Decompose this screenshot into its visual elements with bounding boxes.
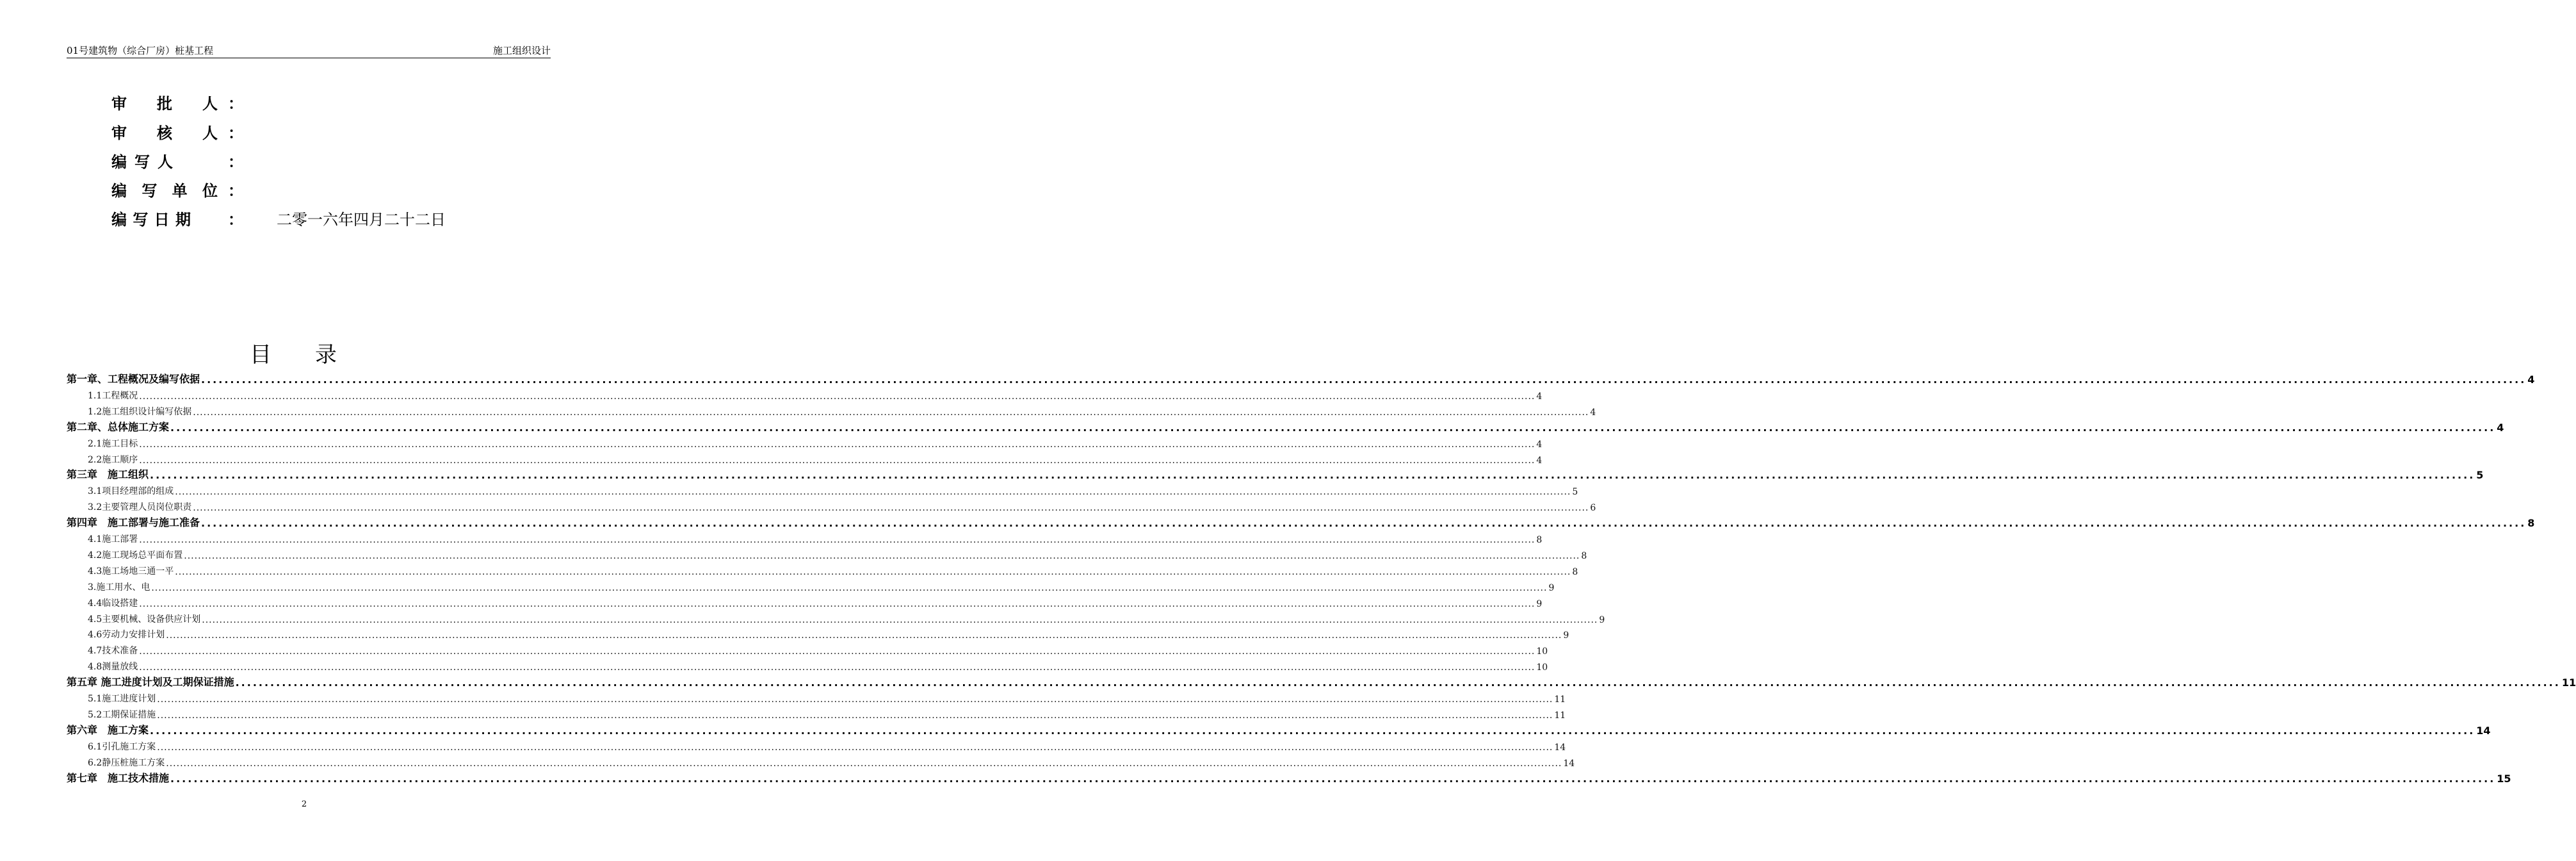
sign-field-label (111, 91, 218, 117)
sign-field-colon: ： (228, 153, 243, 171)
sign-field-label-char: 核 (157, 124, 172, 142)
toc-entry-title: 4.7技术准备 (88, 646, 138, 657)
toc-dot-leader: ................................................................................................................................................................................................................................................................................................................................................................................................................ (157, 742, 1553, 753)
sign-field-label-char: 位 (202, 182, 218, 200)
toc-entry-page: 4 (2527, 373, 2535, 386)
toc-section-entry[interactable] (67, 641, 1548, 657)
sign-field-label-char: 审 (111, 124, 127, 142)
sign-field-label (111, 207, 191, 233)
toc-entry-title: 3.施工用水、电 (88, 582, 150, 593)
sign-field-label (111, 178, 218, 204)
toc-section-entry[interactable] (67, 610, 1605, 625)
sign-field (111, 178, 521, 204)
toc-dot-leader: ................................................................................................................................................................................................................................................................................................................................................................................................................ (139, 646, 1535, 657)
sign-field-label-char: 期 (175, 211, 191, 229)
toc-entry-page: 14 (1563, 758, 1575, 769)
header-project-title: 01号建筑物（综合厂房）桩基工程 (67, 45, 214, 56)
toc-entry-title: 6.2静压桩施工方案 (88, 757, 165, 768)
toc-dot-leader: ................................................................................................................................................................................................................................................................................................................................................................................................................ (139, 439, 1535, 450)
toc-entry-page: 8 (1581, 550, 1587, 561)
toc-entry-page: 9 (1599, 614, 1605, 625)
toc-dot-leader: ................................................................................................................................................................................................................................................................................................................................................................................................................ (139, 455, 1535, 466)
sign-field-label-char: 日 (154, 211, 170, 229)
toc-dot-leader: ................................................................................................................................................................................................................................................................................................................................................................................................................ (150, 724, 2475, 737)
toc-entry-title: 4.3施工场地三通一平 (88, 566, 174, 577)
toc-section-entry[interactable] (67, 562, 1578, 577)
sign-field-label-char: 编 (111, 211, 127, 229)
toc-entry-page: 4 (1536, 455, 1543, 466)
toc-entry-title: 4.8测量放线 (88, 662, 138, 673)
toc-dot-leader: ................................................................................................................................................................................................................................................................................................................................................................................................................ (166, 758, 1562, 769)
toc-dot-leader: ................................................................................................................................................................................................................................................................................................................................................................................................................ (184, 550, 1580, 561)
sign-field-label-char: 审 (111, 95, 127, 113)
toc-entry-title: 第四章 施工部署与施工准备 (67, 516, 200, 529)
toc-entry-title: 4.1施工部署 (88, 534, 138, 545)
sign-field-label-char: 写 (142, 182, 158, 200)
toc-chapter-entry[interactable] (67, 466, 2484, 482)
sign-field-label-char: 写 (134, 153, 150, 171)
toc-entry-page: 9 (1548, 582, 1555, 593)
toc-entry-page: 11 (1554, 694, 1566, 705)
toc-entry-title: 5.1施工进度计划 (88, 694, 156, 704)
sign-field-colon: ： (228, 95, 243, 113)
toc-entry-title: 2.2施工顺序 (88, 454, 138, 465)
toc-dot-leader: ................................................................................................................................................................................................................................................................................................................................................................................................................ (139, 662, 1535, 673)
toc-entry-title: 3.2主要管理人员岗位职责 (88, 502, 192, 513)
toc-dot-leader: ................................................................................................................................................................................................................................................................................................................................................................................................................ (139, 535, 1535, 545)
toc-dot-leader: ................................................................................................................................................................................................................................................................................................................................................................................................................ (201, 373, 2527, 386)
toc-dot-leader: ................................................................................................................................................................................................................................................................................................................................................................................................................ (202, 614, 1598, 625)
toc-entry-title: 2.1施工目标 (88, 438, 138, 449)
toc-entry-title: 3.1项目经理部的组成 (88, 486, 174, 497)
toc-entry-page: 8 (2527, 517, 2535, 530)
toc-entry-title: 5.2工期保证措施 (88, 709, 156, 720)
toc-entry-title: 4.4临设搭建 (88, 598, 138, 609)
sign-field-label-char: 单 (172, 182, 188, 200)
toc-section-entry[interactable] (67, 434, 1543, 450)
toc-entry-title: 4.5主要机械、设备供应计划 (88, 614, 201, 625)
toc-dot-leader: ................................................................................................................................................................................................................................................................................................................................................................................................................ (175, 487, 1571, 498)
toc-entry-page: 10 (1536, 662, 1548, 673)
toc-entry-title: 第七章 施工技术措施 (67, 771, 170, 784)
toc-entry-title: 6.1引孔施工方案 (88, 741, 156, 752)
sign-field-value: 二零一六年四月二十二日 (277, 211, 446, 229)
sign-field-label-char: 编 (111, 153, 127, 171)
toc-section-entry[interactable] (67, 450, 1543, 466)
sign-field-label-char: 编 (111, 182, 127, 200)
toc-entry-title: 第五章 施工进度计划及工期保证措施 (67, 676, 234, 689)
toc-chapter-entry[interactable] (67, 514, 2535, 530)
toc-entry-page: 6 (1590, 503, 1596, 514)
page-header (67, 44, 551, 58)
sign-field-colon: ： (228, 211, 243, 229)
toc-dot-leader: ................................................................................................................................................................................................................................................................................................................................................................................................................ (175, 566, 1571, 577)
sign-field-label-char: 人 (202, 95, 218, 113)
toc-entry-page: 9 (1563, 630, 1569, 641)
sign-field (111, 149, 521, 175)
toc-title: 目录 (250, 342, 380, 368)
toc-chapter-entry[interactable] (67, 721, 2491, 737)
toc-section-entry[interactable] (67, 482, 1578, 498)
toc-entry-page: 10 (1536, 646, 1548, 657)
toc-entry-title: 4.6劳动力安排计划 (88, 630, 165, 641)
toc-section-entry[interactable] (67, 546, 1587, 561)
toc-entry-title: 1.1工程概况 (88, 390, 138, 401)
toc-entry-page: 5 (2476, 469, 2484, 482)
toc-chapter-entry[interactable] (67, 769, 2511, 785)
toc-entry-page: 14 (1554, 742, 1566, 753)
toc-dot-leader: ................................................................................................................................................................................................................................................................................................................................................................................................................ (193, 407, 1589, 418)
toc-dot-leader: ................................................................................................................................................................................................................................................................................................................................................................................................................ (139, 391, 1535, 402)
toc-entry-page: 11 (1554, 710, 1566, 721)
sign-field-colon: ： (228, 124, 243, 142)
toc-entry-page: 9 (1536, 598, 1543, 609)
sign-field-label-char: 批 (157, 95, 172, 113)
toc-entry-title: 4.2施工现场总平面布置 (88, 550, 183, 561)
toc-section-entry[interactable] (67, 689, 1566, 705)
toc-entry-title: 第六章 施工方案 (67, 723, 149, 736)
sign-field-label (111, 149, 173, 175)
sign-field-label-char: 人 (158, 153, 173, 171)
toc-section-entry[interactable] (67, 578, 1555, 593)
toc-section-entry[interactable] (67, 705, 1566, 721)
sign-field-colon: ： (228, 182, 243, 200)
toc-entry-title: 第二章、总体施工方案 (67, 420, 170, 433)
toc-section-entry[interactable] (67, 657, 1548, 673)
toc-entry-title: 第三章 施工组织 (67, 468, 149, 481)
toc-section-entry[interactable] (67, 386, 1543, 402)
toc-dot-leader: ................................................................................................................................................................................................................................................................................................................................................................................................................ (150, 469, 2475, 482)
toc-entry-page: 8 (1572, 566, 1578, 577)
sign-field-label-char: 人 (202, 124, 218, 142)
toc-entry-title: 第一章、工程概况及编写依据 (67, 373, 200, 385)
page-number: 2 (301, 800, 307, 809)
sign-field (111, 91, 521, 117)
toc-section-entry[interactable] (67, 625, 1569, 641)
toc-chapter-entry[interactable] (67, 418, 2504, 434)
toc-section-entry[interactable] (67, 737, 1566, 753)
toc-dot-leader: ................................................................................................................................................................................................................................................................................................................................................................................................................ (157, 694, 1553, 705)
sign-field (111, 207, 521, 233)
sign-field-label (111, 120, 218, 146)
toc-dot-leader: ................................................................................................................................................................................................................................................................................................................................................................................................................ (139, 598, 1535, 609)
toc-section-entry[interactable] (67, 594, 1543, 609)
toc-section-entry[interactable] (67, 530, 1543, 545)
toc-dot-leader: ................................................................................................................................................................................................................................................................................................................................................................................................................ (170, 772, 2496, 785)
toc-dot-leader: ................................................................................................................................................................................................................................................................................................................................................................................................................ (201, 517, 2527, 530)
toc-chapter-entry[interactable] (67, 370, 2535, 386)
toc-entry-page: 4 (1536, 391, 1543, 402)
toc-entry-page: 4 (1536, 439, 1543, 450)
toc-dot-leader: ................................................................................................................................................................................................................................................................................................................................................................................................................ (170, 421, 2496, 434)
toc-entry-page: 4 (1590, 407, 1596, 418)
toc-dot-leader: ................................................................................................................................................................................................................................................................................................................................................................................................................ (157, 710, 1553, 721)
header-document-type: 施工组织设计 (492, 45, 551, 56)
toc-section-entry[interactable] (67, 753, 1575, 769)
toc-dot-leader: ................................................................................................................................................................................................................................................................................................................................................................................................................ (235, 676, 2561, 689)
sign-field (111, 120, 521, 146)
toc-chapter-entry[interactable] (67, 673, 2576, 689)
toc-entry-page: 5 (1572, 487, 1578, 498)
toc-dot-leader: ................................................................................................................................................................................................................................................................................................................................................................................................................ (193, 503, 1589, 514)
toc-dot-leader: ................................................................................................................................................................................................................................................................................................................................................................................................................ (166, 630, 1562, 641)
toc-entry-page: 15 (2497, 772, 2511, 785)
sign-field-label-char: 写 (133, 211, 149, 229)
toc-entry-page: 4 (2497, 421, 2504, 434)
toc-entry-page: 8 (1536, 535, 1543, 545)
toc-dot-leader: ................................................................................................................................................................................................................................................................................................................................................................................................................ (151, 582, 1548, 593)
toc-entry-page: 14 (2476, 724, 2491, 737)
toc-entry-page: 11 (2561, 676, 2576, 689)
toc-section-entry[interactable] (67, 402, 1596, 418)
toc-entry-title: 1.2施工组织设计编写依据 (88, 406, 192, 417)
toc-section-entry[interactable] (67, 498, 1596, 514)
